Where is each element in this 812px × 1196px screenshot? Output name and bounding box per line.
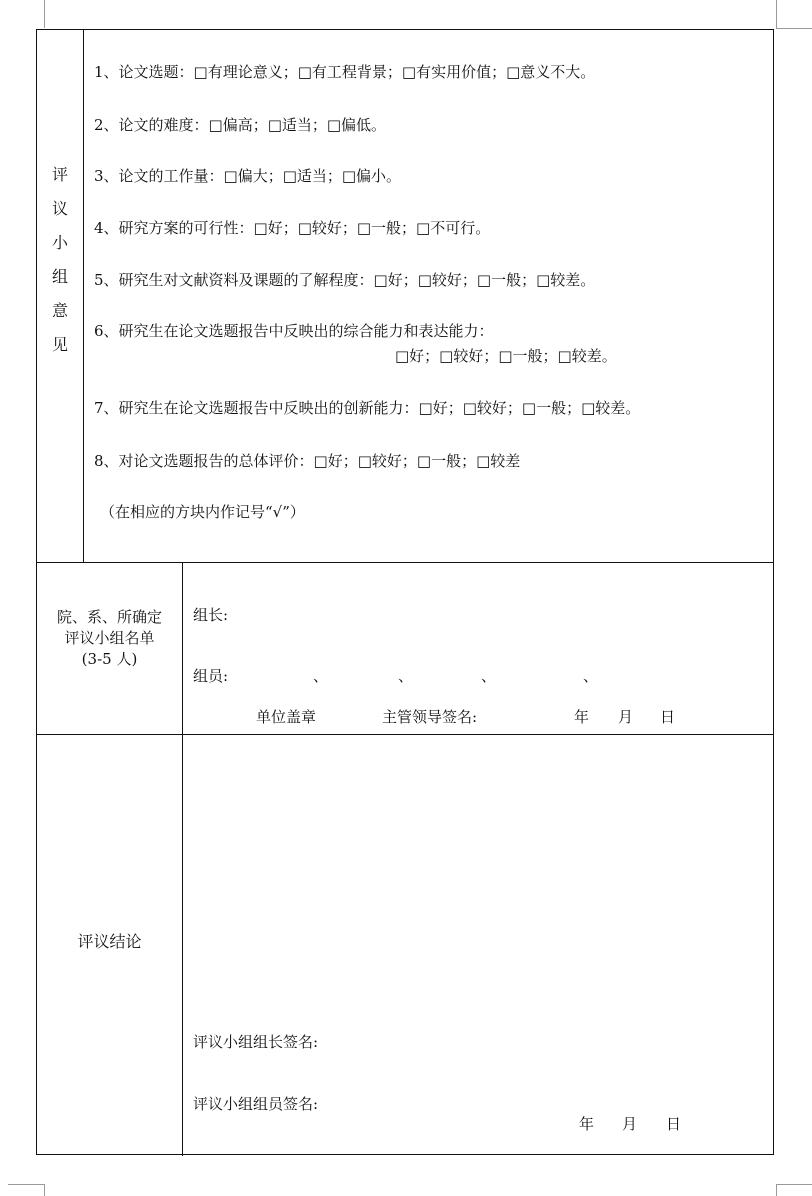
- opinion-item-literature: 5、研究生对文献资料及课题的了解程度：□好；□较好；□一般；□较差。: [94, 271, 596, 289]
- member-separator: 、: [398, 667, 414, 685]
- opinion-item-workload: 3、论文的工作量：□偏大；□适当；□偏小。: [94, 167, 402, 185]
- member-separator: 、: [583, 667, 599, 685]
- crop-mark-top-right-v: [776, 0, 777, 28]
- date-year: 年: [574, 708, 590, 726]
- crop-mark-top-right-h: [776, 28, 812, 29]
- opinion-item-ability-options: □好；□较好；□一般；□较差。: [395, 347, 617, 365]
- date-day: 日: [660, 708, 676, 726]
- opinion-item-ability: 6、研究生在论文选题报告中反映出的综合能力和表达能力：: [94, 322, 494, 340]
- crop-mark-top-left-v: [44, 0, 45, 28]
- opinion-note: （在相应的方块内作记号“√”）: [100, 503, 305, 521]
- conclusion-section-label: 评议结论: [37, 735, 183, 1156]
- conclusion-date-month: 月: [622, 1115, 638, 1133]
- members-label: 组员:: [193, 667, 229, 685]
- leader-label: 组长:: [193, 606, 229, 624]
- crop-mark-bottom-right-h: [776, 1184, 812, 1185]
- label-char: 意: [51, 301, 68, 320]
- leader-sign-label: 评议小组组长签名:: [193, 1033, 319, 1051]
- seal-label: 单位盖章: [256, 708, 317, 726]
- crop-mark-bottom-left-v: [44, 1184, 45, 1196]
- committee-section: [37, 563, 773, 735]
- committee-section-label: [37, 563, 183, 734]
- label-char: 议: [51, 199, 68, 218]
- date-month: 月: [618, 708, 634, 726]
- opinion-item-innovation: 7、研究生在论文选题报告中反映出的创新能力：□好；□较好；□一般；□较差。: [94, 399, 641, 417]
- committee-label-line3: (3-5 人): [81, 650, 138, 668]
- conclusion-section-body: [183, 735, 773, 1156]
- committee-label-line1: 院、系、所确定: [56, 608, 162, 626]
- committee-section-body: [183, 563, 773, 734]
- opinion-item-topic: 1、论文选题：□有理论意义；□有工程背景；□有实用价值；□意义不大。: [94, 63, 596, 81]
- evaluation-form-table: [36, 29, 774, 1155]
- label-char: 见: [51, 335, 68, 354]
- committee-label-line2: 评议小组名单: [64, 629, 155, 647]
- crop-mark-bottom-right-v: [776, 1184, 777, 1196]
- label-char: 组: [51, 267, 68, 286]
- member-sign-label: 评议小组组员签名:: [193, 1095, 319, 1113]
- opinion-item-difficulty: 2、论文的难度：□偏高；□适当；□偏低。: [94, 116, 387, 134]
- conclusion-date-year: 年: [579, 1115, 595, 1133]
- opinion-section: [37, 30, 773, 563]
- conclusion-date-day: 日: [666, 1115, 682, 1133]
- crop-mark-bottom-left-h: [8, 1184, 44, 1185]
- conclusion-section: [37, 735, 773, 1156]
- label-char: 小: [51, 233, 68, 252]
- opinion-item-overall: 8、对论文选题报告的总体评价：□好；□较好；□一般；□较差: [94, 452, 521, 470]
- supervisor-sign-label: 主管领导签名:: [382, 708, 478, 726]
- member-separator: 、: [313, 667, 329, 685]
- member-separator: 、: [481, 667, 497, 685]
- opinion-section-label: [37, 30, 84, 562]
- opinion-item-feasibility: 4、研究方案的可行性：□好；□较好；□一般；□不可行。: [94, 219, 491, 237]
- label-char: 评: [51, 165, 68, 184]
